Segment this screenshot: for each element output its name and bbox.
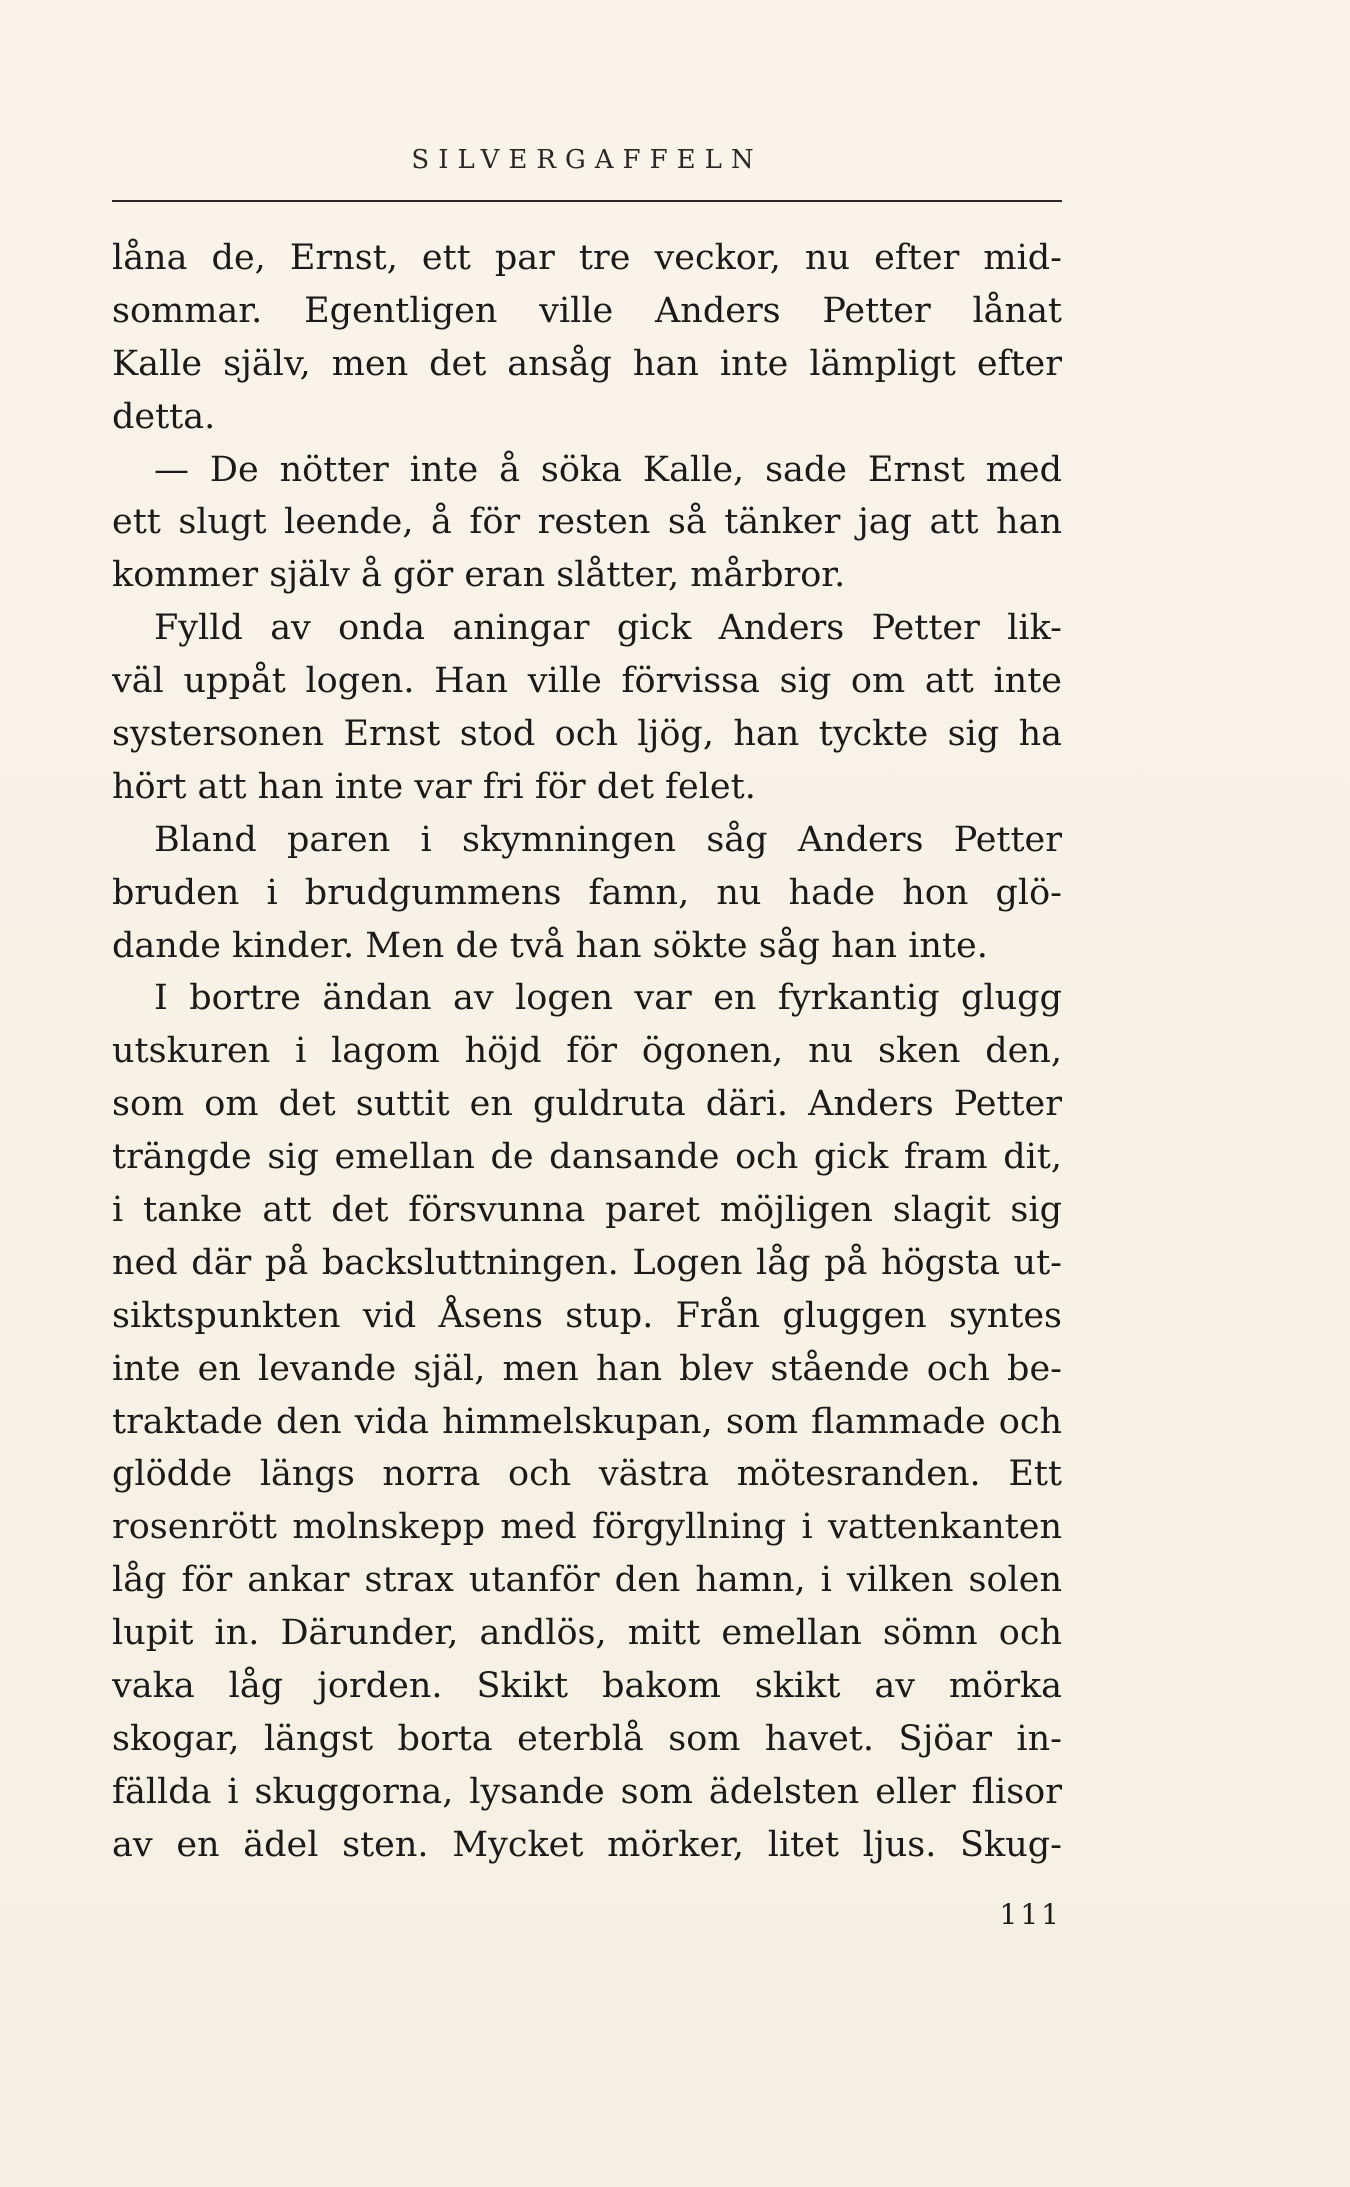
text-line: av en ädel sten. Mycket mörker, litet ljus. Skug- — [112, 1824, 1062, 1865]
text-line: dande kinder. Men de två han sökte såg han inte. — [112, 925, 988, 966]
text-line: låna de, Ernst, ett par tre veckor, nu efter mid- — [112, 238, 1062, 278]
text-line: bruden i brudgummens famn, nu hade hon glö- — [112, 872, 1062, 913]
text-line: glödde längs norra och västra mötesranden. Ett — [112, 1454, 1062, 1495]
text-line: Bland paren i skymningen såg Anders Petter — [154, 819, 1062, 860]
text-line: traktade den vida himmelskupan, som flammade och — [112, 1401, 1062, 1442]
page-number: 111 — [999, 1898, 1062, 1931]
text-line: trängde sig emellan de dansande och gick fram dit, — [112, 1137, 1062, 1178]
text-line: Kalle själv, men det ansåg han inte lämpligt efter — [112, 343, 1062, 384]
text-line: siktspunkten vid Åsens stup. Från gluggen syntes — [112, 1295, 1062, 1336]
text-line: skogar, längst borta eterblå som havet. Sjöar in- — [112, 1718, 1062, 1759]
running-head: SILVERGAFFELN — [411, 145, 763, 175]
text-line: Fylld av onda aningar gick Anders Petter lik- — [154, 608, 1062, 649]
text-line: ned där på backsluttningen. Logen låg på högsta ut- — [112, 1242, 1062, 1283]
text-line: — De nötter inte å söka Kalle, sade Ernst med — [154, 449, 1062, 490]
text-line: systersonen Ernst stod och ljög, han tyckte sig ha — [112, 714, 1062, 755]
text-line: hört att han inte var fri för det felet. — [112, 766, 756, 807]
text-line: detta. — [112, 396, 216, 437]
text-line: rosenrött molnskepp med förgyllning i vattenkanten — [112, 1507, 1062, 1548]
text-line: i tanke att det försvunna paret möjligen slagit sig — [112, 1190, 1062, 1231]
text-line: utskuren i lagom höjd för ögonen, nu sken den, — [112, 1031, 1062, 1072]
text-line: vaka låg jorden. Skikt bakom skikt av mörka — [112, 1666, 1062, 1707]
text-line: som om det suttit en guldruta däri. Anders Petter — [112, 1084, 1062, 1125]
text-line: väl uppåt logen. Han ville förvissa sig om att inte — [112, 661, 1062, 702]
body-text — [112, 232, 1062, 1872]
text-line: fällda i skuggorna, lysande som ädelsten eller flisor — [112, 1771, 1062, 1812]
text-line: kommer själv å gör eran slåtter, mårbror. — [112, 555, 846, 596]
text-line: låg för ankar strax utanför den hamn, i vilken solen — [112, 1560, 1062, 1601]
text-line: lupit in. Därunder, andlös, mitt emellan sömn och — [112, 1613, 1062, 1654]
text-line: inte en levande själ, men han blev stående och be- — [112, 1348, 1062, 1389]
header-rule — [112, 200, 1062, 202]
text-line: sommar. Egentligen ville Anders Petter lånat — [112, 290, 1062, 331]
text-line: ett slugt leende, å för resten så tänker jag att han — [112, 502, 1062, 543]
text-line: I bortre ändan av logen var en fyrkantig glugg — [154, 978, 1062, 1019]
